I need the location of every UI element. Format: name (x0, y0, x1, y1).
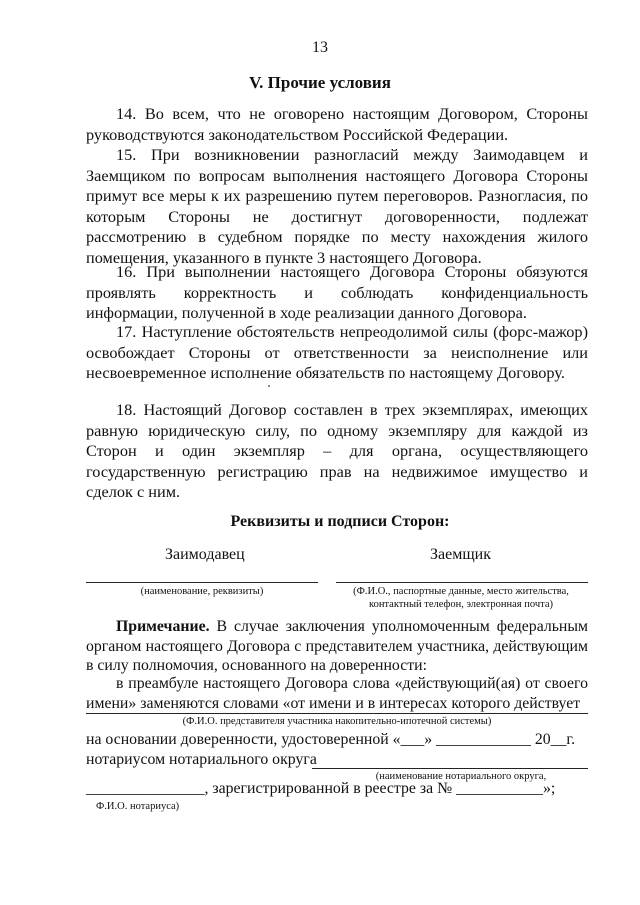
representative-fio-caption: (Ф.И.О. представителя участника накопительно-ипотечной системы) (182, 716, 492, 727)
borrower-signature-line (336, 582, 588, 583)
note-paragraph (86, 617, 588, 676)
note-text: В случае заключения уполномоченным федеральным органом настоящего Договора с представителем участника, действующим в силу полномочия, основанного на доверенности: (86, 618, 588, 674)
power-of-attorney-line: на основании доверенности, удостоверенной «___» ____________ 20__г. (86, 731, 576, 748)
borrower-caption-line1: (Ф.И.О., паспортные данные, место жительства, (353, 586, 569, 597)
page-number: 13 (312, 39, 328, 56)
paragraph-14: 14. Во всем, что не оговорено настоящим Договором, Стороны руководствуются законодательством Российской Федерации. (86, 104, 588, 144)
notary-fio-caption: Ф.И.О. нотариуса) (96, 801, 180, 812)
note-label: Примечание. (116, 618, 210, 635)
lender-signature-line (86, 582, 318, 583)
registry-line: _______________, зарегистрированной в реестре за № ___________»; (86, 780, 556, 797)
notary-district-label: нотариусом нотариального округа (86, 751, 317, 768)
notary-district-caption: (наименование нотариального округа, (375, 771, 547, 782)
note-preamble-paragraph: в преамбуле настоящего Договора слова «действующий(ая) от своего имени» заменяются словами «от имени и в интересах которого действует (86, 675, 588, 712)
paragraph-15: 15. При возникновении разногласий между Заимодавцем и Заемщиком по вопросам выполнения настоящего Договора Стороны примут все меры к их разрешению путем переговоров. Разногласия, по которым Стороны не достигнут договоренности, подлежат рассмотрению в судебном порядке по месту нахождения жилого помещения, указанного в пункте 3 настоящего Договора. (86, 145, 588, 267)
lender-caption: (наименование, реквизиты) (140, 586, 264, 597)
lender-label: Заимодавец (165, 546, 245, 563)
section-title: V. Прочие условия (249, 73, 391, 92)
representative-fio-line (86, 713, 588, 714)
paragraph-17: 17. Наступление обстоятельств непреодолимой силы (форс-мажор) освобождает Стороны от ответственности за неисполнение или несвоевременное исполнение обязательств по настоящему Договору. (86, 322, 588, 382)
scan-speck (268, 385, 270, 387)
signatures-title: Реквизиты и подписи Сторон: (230, 513, 450, 530)
paragraph-16: 16. При выполнении настоящего Договора Стороны обязуются проявлять корректность и соблюдать конфиденциальность информации, полученной в ходе реализации данного Договора. (86, 262, 588, 322)
notary-district-line (312, 768, 588, 769)
borrower-caption-line2: контактный телефон, электронная почта) (369, 599, 553, 610)
paragraph-18: 18. Настоящий Договор составлен в трех экземплярах, имеющих равную юридическую силу, по одному экземпляру для каждой из Сторон и один экземпляр – для органа, осуществляющего государственную регистрацию прав на недвижимое имущество и сделок с ним. (86, 400, 588, 501)
borrower-label: Заемщик (430, 546, 491, 563)
